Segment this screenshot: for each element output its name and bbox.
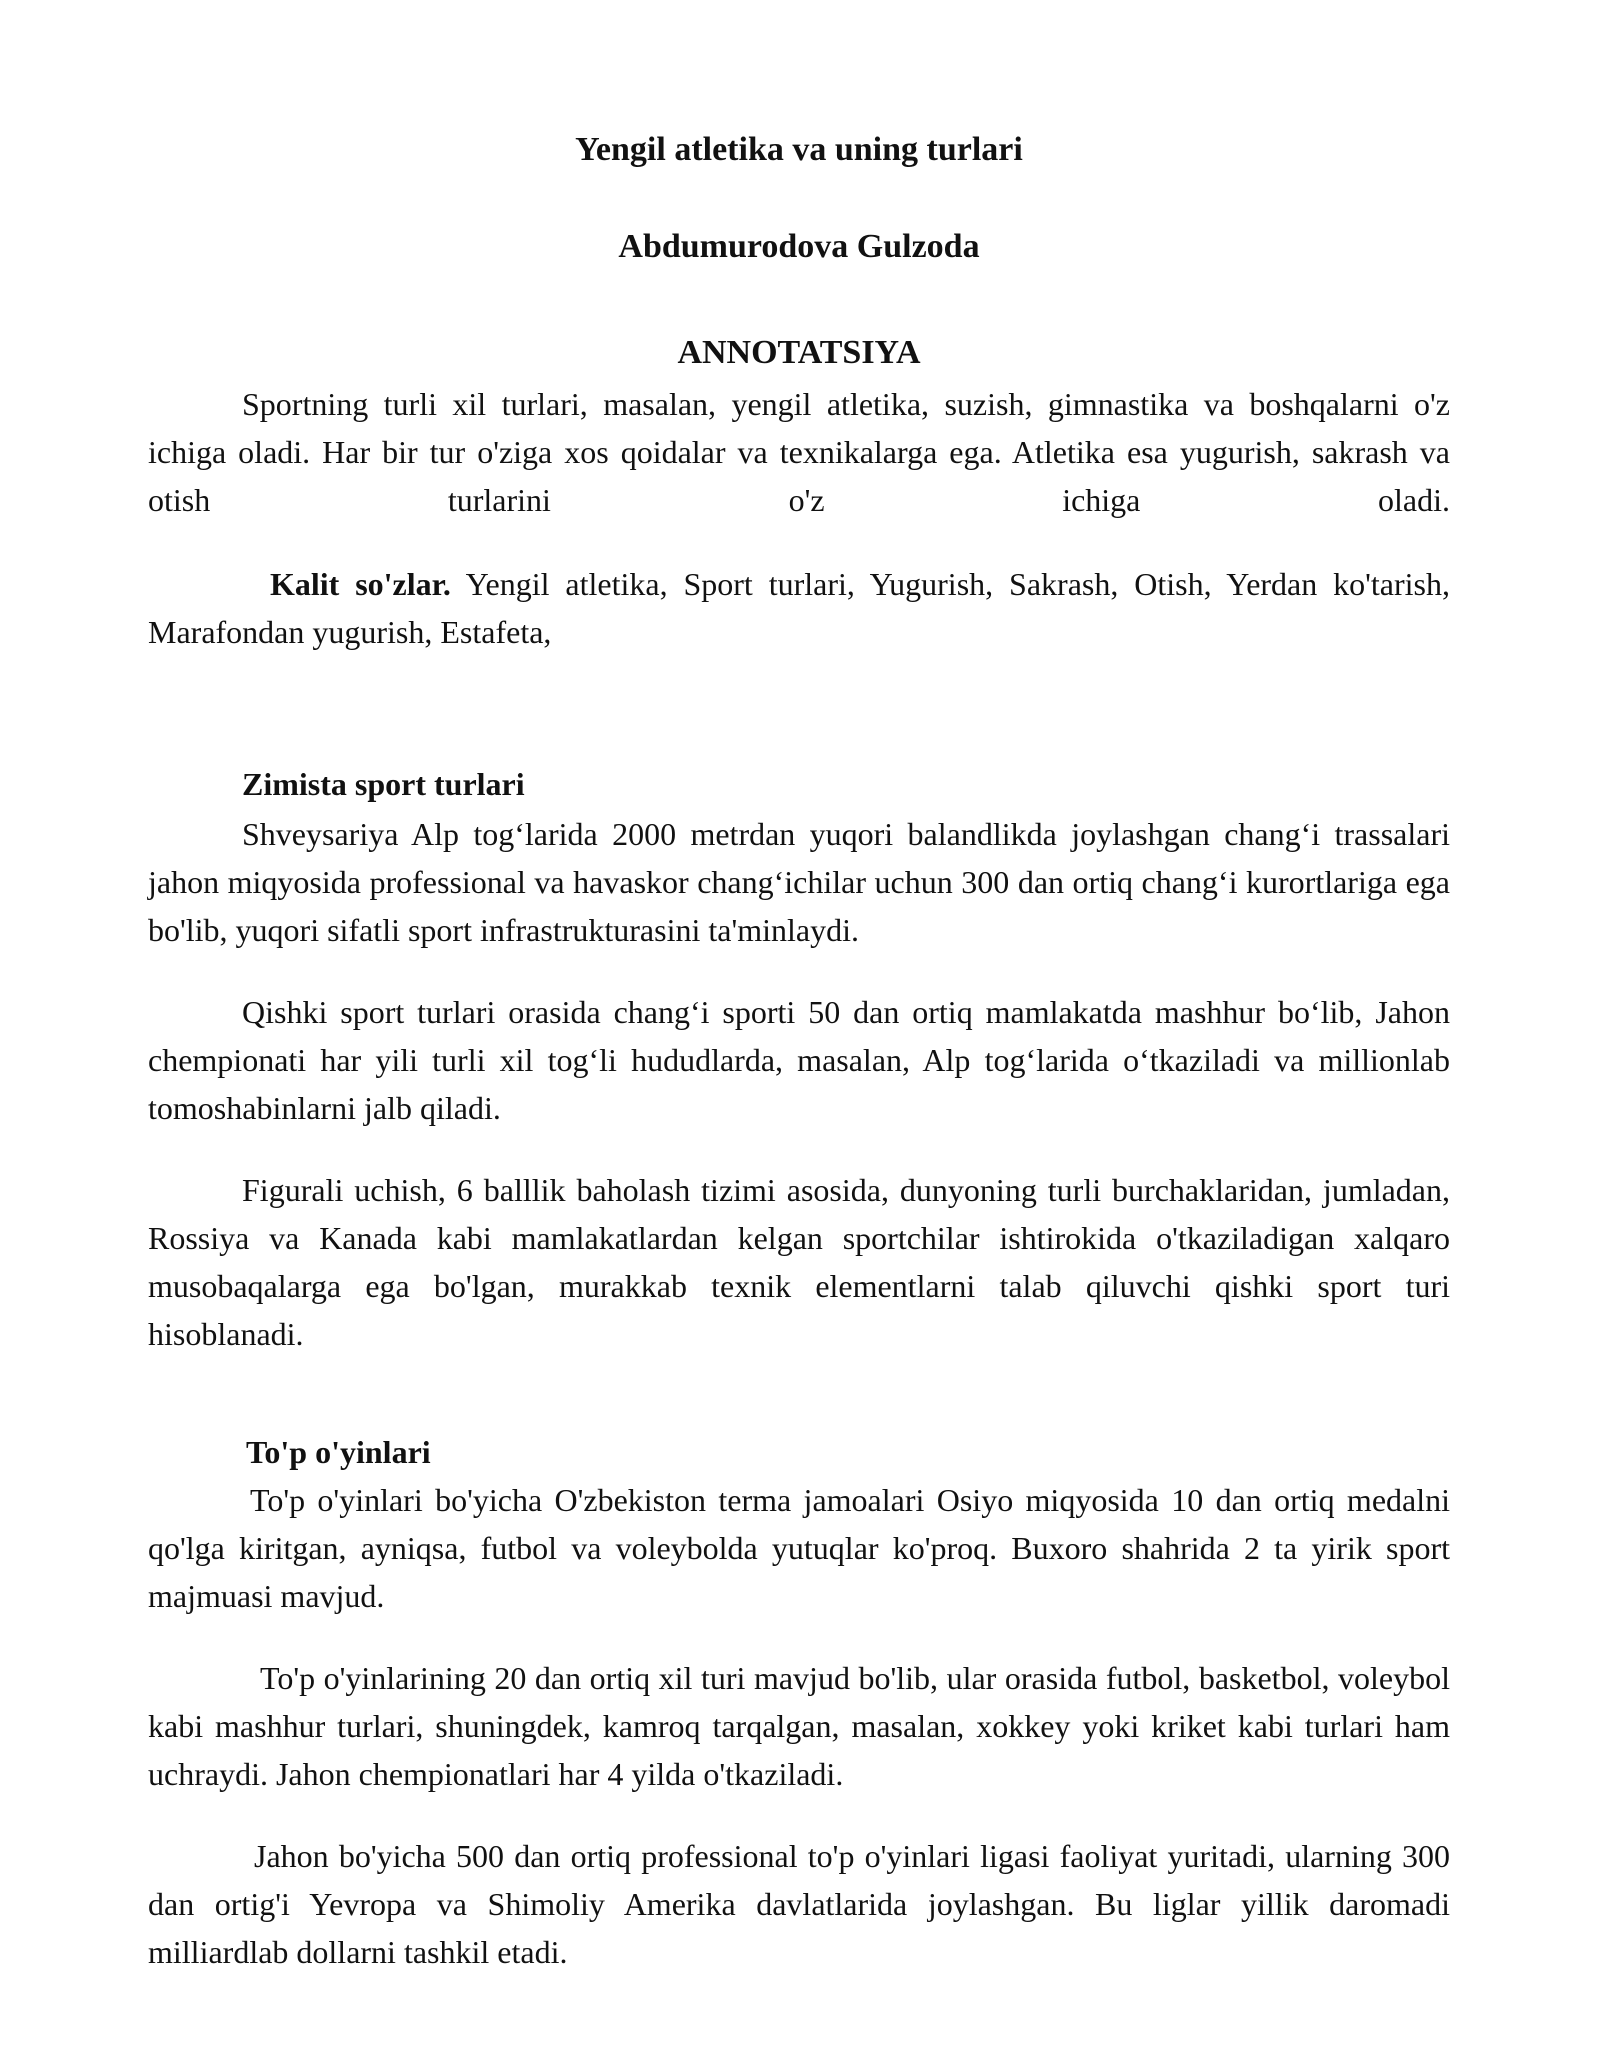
section-heading: To'p o'yinlari: [246, 1434, 431, 1470]
document-author: Abdumurodova Gulzoda: [618, 228, 980, 265]
keywords-text: Yengil atletika, Sport turlari, Yugurish, Sakrash, Otish, Yerdan ko'tarish, Marafondan yugurish, Estafeta,: [148, 566, 1451, 650]
section-paragraph: Shveysariya Alp tog‘larida 2000 metrdan yuqori balandlikda joylashgan chang‘i trassalari jahon miqyosida professional va havaskor chang‘ichilar uchun 300 dan ortiq chang‘i kurortlariga ega bo'lib, yuqori sifatli sport infrastrukturasini ta'minlaydi.: [148, 816, 1450, 948]
abstract-paragraph: Sportning turli xil turlari, masalan, yengil atletika, suzish, gimnastika va boshqalarni o'z ichiga oladi. Har bir tur o'ziga xos qoidalar va texnikalarga ega. Atletika esa yugurish, sakrash va otish turlarini o'z ichiga oladi.: [148, 386, 1450, 518]
abstract-heading: ANNOTATSIYA: [677, 334, 921, 371]
section-heading: Zimista sport turlari: [242, 766, 525, 802]
section-paragraph: Figurali uchish, 6 balllik baholash tizimi asosida, dunyoning turli burchaklaridan, jumladan, Rossiya va Kanada kabi mamlakatlardan kelgan sportchilar ishtirokida o'tkaziladigan xalqaro musobaqalarga ega bo'lgan, murakkab texnik elementlarni talab qiluvchi qishki sport turi hisoblanadi.: [148, 1172, 1450, 1352]
section-paragraph: To'p o'yinlari bo'yicha O'zbekiston terma jamoalari Osiyo miqyosida 10 dan ortiq medalni qo'lga kiritgan, ayniqsa, futbol va voleybolda yutuqlar ko'proq. Buxoro shahrida 2 ta yirik sport majmuasi mavjud.: [148, 1482, 1450, 1614]
section-paragraph: Qishki sport turlari orasida chang‘i sporti 50 dan ortiq mamlakatda mashhur bo‘lib, Jahon chempionati har yili turli xil tog‘li hududlarda, masalan, Alp tog‘larida o‘tkaziladi va millionlab tomoshabinlarni jalb qiladi.: [148, 994, 1450, 1126]
keywords-paragraph: [148, 560, 1450, 656]
document-title: Yengil atletika va uning turlari: [575, 131, 1023, 168]
keywords-label: Kalit so'zlar.: [270, 566, 451, 602]
section-paragraph: Jahon bo'yicha 500 dan ortiq professional to'p o'yinlari ligasi faoliyat yuritadi, ularning 300 dan ortig'i Yevropa va Shimoliy Amerika davlatlarida joylashgan. Bu liglar yillik daromadi milliardlab dollarni tashkil etadi.: [148, 1838, 1450, 1970]
section-paragraph: To'p o'yinlarining 20 dan ortiq xil turi mavjud bo'lib, ular orasida futbol, basketbol, voleybol kabi mashhur turlari, shuningdek, kamroq tarqalgan, masalan, xokkey yoki kriket kabi turlari ham uchraydi. Jahon chempionatlari har 4 yilda o'tkaziladi.: [148, 1660, 1450, 1792]
